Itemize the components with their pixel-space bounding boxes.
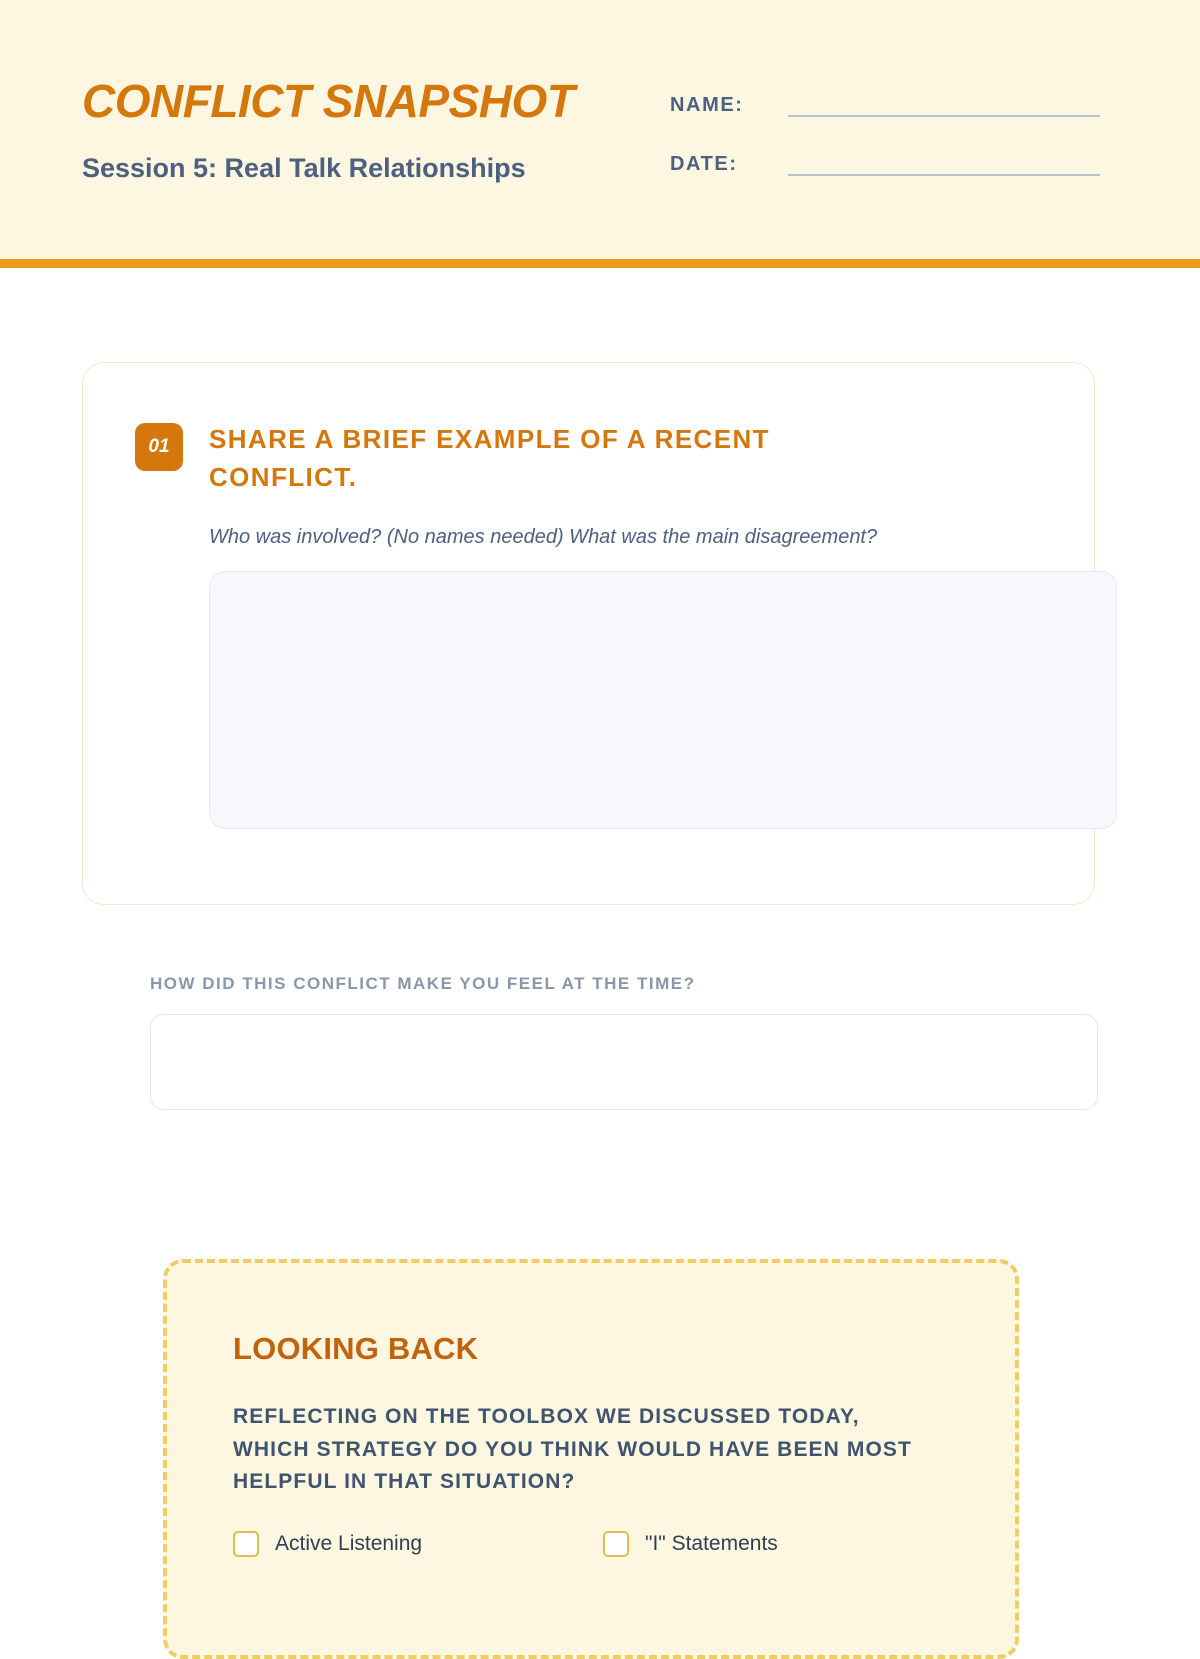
question-answer-textarea[interactable]	[209, 571, 1117, 829]
strategy-option-active-listening[interactable]	[233, 1531, 603, 1557]
page-title: CONFLICT SNAPSHOT	[82, 75, 575, 127]
question-hint: Who was involved? (No names needed) What was the main disagreement?	[209, 526, 878, 549]
looking-back-question: REFLECTING ON THE TOOLBOX WE DISCUSSED TODAY, WHICH STRATEGY DO YOU THINK WOULD HAVE BEEN MOST HELPFUL IN THAT SITUATION?	[233, 1405, 912, 1494]
date-field-row	[670, 153, 1100, 176]
looking-back-panel	[163, 1259, 1019, 1659]
checkbox-icon[interactable]	[603, 1531, 629, 1557]
page-header	[0, 0, 1200, 268]
feeling-label: HOW DID THIS CONFLICT MAKE YOU FEEL AT THE TIME?	[150, 974, 696, 993]
page-subtitle: Session 5: Real Talk Relationships	[82, 153, 526, 183]
strategy-option-label: Active Listening	[275, 1531, 423, 1555]
title-block	[82, 75, 682, 184]
date-label: DATE:	[670, 153, 738, 175]
question-card	[82, 362, 1095, 905]
question-prompt: SHARE A BRIEF EXAMPLE OF A RECENT CONFLICT.	[209, 424, 770, 492]
checkbox-icon[interactable]	[233, 1531, 259, 1557]
meta-fields	[670, 94, 1100, 212]
question-number-badge: 01	[135, 423, 183, 471]
name-field-row	[670, 94, 1100, 117]
strategy-option-label: "I" Statements	[645, 1531, 778, 1555]
name-label: NAME:	[670, 94, 744, 116]
question-header	[83, 363, 1094, 496]
header-content	[0, 0, 1200, 212]
header-divider	[0, 259, 1200, 268]
looking-back-title: LOOKING BACK	[233, 1331, 479, 1366]
date-input[interactable]	[788, 160, 1100, 176]
strategy-options	[233, 1531, 973, 1583]
name-input[interactable]	[788, 101, 1100, 117]
strategy-option-i-statements[interactable]	[603, 1531, 973, 1557]
feeling-input[interactable]	[150, 1014, 1098, 1110]
